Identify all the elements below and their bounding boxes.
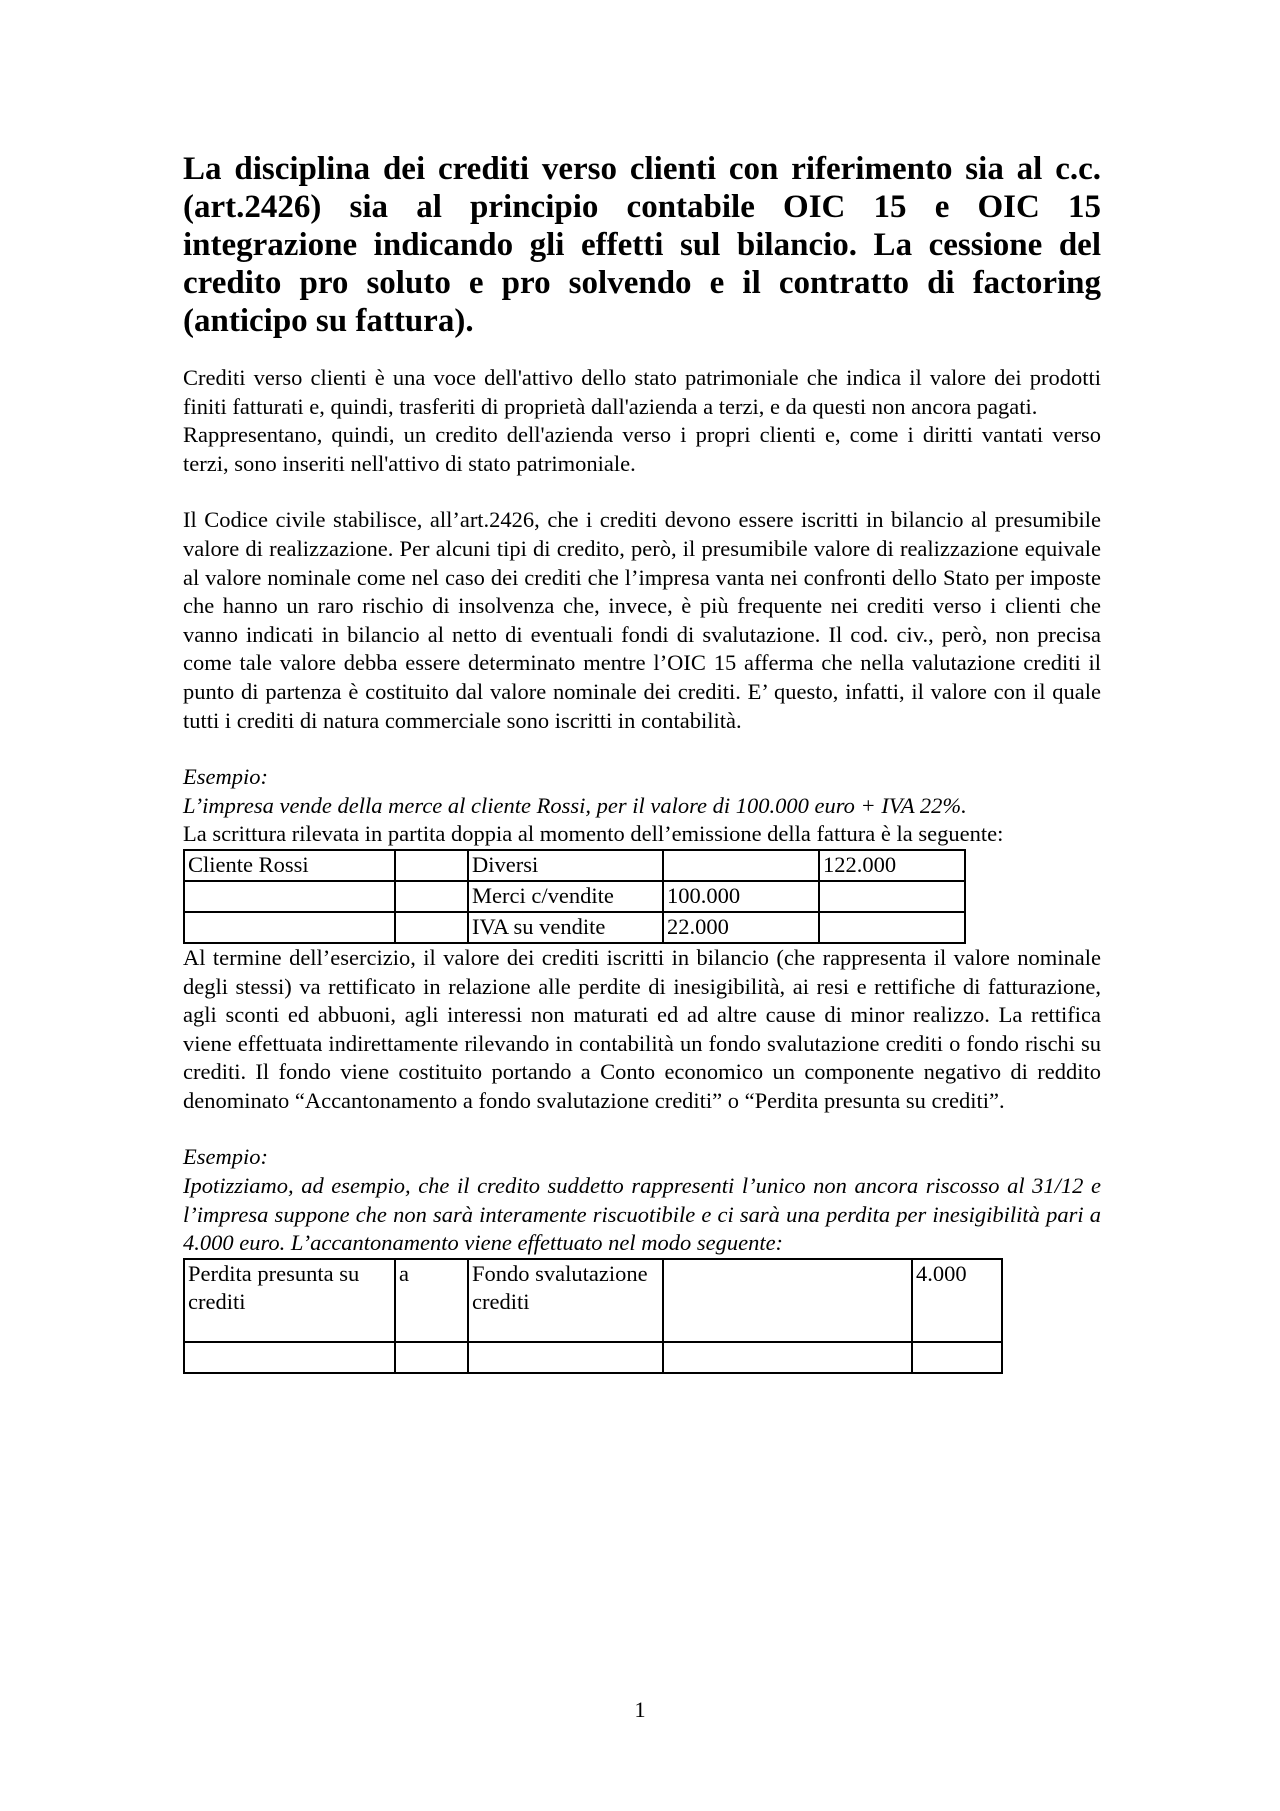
table-cell: 22.000 xyxy=(663,912,819,943)
table-cell xyxy=(468,1342,663,1373)
table-cell: 100.000 xyxy=(663,881,819,912)
ledger-table-2 xyxy=(183,1258,1003,1374)
ledger-table-1 xyxy=(183,849,966,944)
table-row xyxy=(184,850,965,881)
table-cell xyxy=(663,850,819,881)
table-cell: a xyxy=(395,1259,468,1342)
table-cell: Perdita presunta su crediti xyxy=(184,1259,395,1342)
example2-text: Ipotizziamo, ad esempio, che il credito suddetto rappresenti l’unico non ancora riscosso al 31/12 e l’impresa suppone che non sarà interamente riscuotibile e ci sarà una perdita per inesigibilità pari a 4.000 euro. L’accantonamento viene effettuato nel modo seguente: xyxy=(183,1173,1101,1256)
table-cell xyxy=(395,850,468,881)
intro-paragraph-1: Crediti verso clienti è una voce dell'attivo dello stato patrimoniale che indica il valore dei prodotti finiti fatturati e, quindi, trasferiti di proprietà dall'azienda a terzi, e da questi non ancora pagati. xyxy=(183,365,1101,419)
document-page xyxy=(183,150,1101,1374)
table-cell xyxy=(395,912,468,943)
example1-text: L’impresa vende della merce al cliente Rossi, per il valore di 100.000 euro + IVA 22%. xyxy=(183,792,967,818)
table-cell xyxy=(395,881,468,912)
table-row xyxy=(184,912,965,943)
table-row xyxy=(184,1342,1002,1373)
table-cell xyxy=(184,881,395,912)
table-cell: 4.000 xyxy=(912,1259,1002,1342)
table-cell xyxy=(819,912,965,943)
table-cell: Diversi xyxy=(468,850,663,881)
intro-paragraph-2: Rappresentano, quindi, un credito dell'azienda verso i propri clienti e, come i diritti vantati verso terzi, sono inseriti nell'attivo di stato patrimoniale. xyxy=(183,422,1101,476)
codice-paragraph: Il Codice civile stabilisce, all’art.2426, che i crediti devono essere iscritti in bilancio al presumibile valore di realizzazione. Per alcuni tipi di credito, però, il presumibile valore di realizzazione equivale al valore nominale come nel caso dei crediti che l’impresa vanta nei confronti dello Stato per imposte che hanno un raro rischio di insolvenza che, invece, è più frequente nei crediti verso i clienti che vanno indicati in bilancio al netto di eventuali fondi di svalutazione. Il cod. civ., però, non precisa come tale valore debba essere determinato mentre l’OIC 15 afferma che nella valutazione crediti il punto di partenza è costituito dal valore nominale dei crediti. E’ questo, infatti, il valore con il quale tutti i crediti di natura commerciale sono iscritti in contabilità. xyxy=(183,507,1101,733)
table-cell xyxy=(819,881,965,912)
table-cell xyxy=(663,1342,912,1373)
table-cell xyxy=(663,1259,912,1342)
table-cell: Cliente Rossi xyxy=(184,850,395,881)
page-number: 1 xyxy=(634,1697,646,1722)
table-cell xyxy=(184,1342,395,1373)
table-cell: IVA su vendite xyxy=(468,912,663,943)
table-cell: Fondo svalutazione crediti xyxy=(468,1259,663,1342)
example1-after: La scrittura rilevata in partita doppia al momento dell’emissione della fattura è la seguente: xyxy=(183,821,1004,847)
table-cell: Merci c/vendite xyxy=(468,881,663,912)
table-cell xyxy=(395,1342,468,1373)
table-row xyxy=(184,881,965,912)
table-cell: 122.000 xyxy=(819,850,965,881)
table-cell xyxy=(184,912,395,943)
rettifica-paragraph: Al termine dell’esercizio, il valore dei crediti iscritti in bilancio (che rappresenta il valore nominale degli stessi) va rettificato in relazione alle perdite di inesigibilità, ai resi e rettifiche di fatturazione, agli sconti ed abbuoni, agli interessi non maturati ed ad altre cause di minor realizzo. La rettifica viene effettuata indirettamente rilevando in contabilità un fondo svalutazione crediti o fondo rischi su crediti. Il fondo viene costituito portando a Conto economico un componente negativo di reddito denominato “Accantonamento a fondo svalutazione crediti” o “Perdita presunta su crediti”. xyxy=(183,944,1101,1113)
example1-label: Esempio: xyxy=(183,764,268,790)
table-cell xyxy=(912,1342,1002,1373)
example2-label: Esempio: xyxy=(183,1144,268,1170)
document-title: La disciplina dei crediti verso clienti con riferimento sia al c.c. (art.2426) sia al principio contabile OIC 15 e OIC 15 integrazione indicando gli effetti sul bilancio. La cessione del credito pro soluto e pro solvendo e il contratto di factoring (anticipo su fattura). xyxy=(183,151,1101,339)
table-row xyxy=(184,1259,1002,1342)
